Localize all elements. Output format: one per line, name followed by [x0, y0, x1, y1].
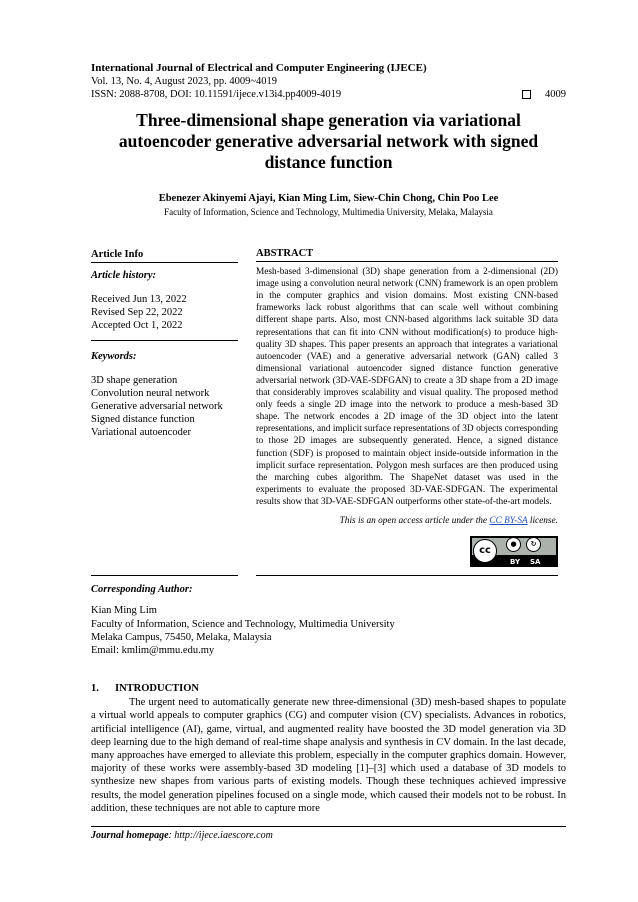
section-number: 1.	[91, 683, 99, 694]
keyword-item: Generative adversarial network	[91, 401, 223, 412]
revised-date: Revised Sep 22, 2022	[91, 307, 183, 318]
license-link[interactable]: CC BY-SA	[489, 515, 528, 526]
paper-title: Three-dimensional shape generation via variational autoencoder generative adversarial network with signed distance function	[118, 110, 539, 172]
square-icon	[522, 90, 531, 99]
received-date: Received Jun 13, 2022	[91, 294, 187, 305]
page-number: 4009	[545, 89, 566, 100]
keyword-item: Variational autoencoder	[91, 427, 191, 438]
volume-line: Vol. 13, No. 4, August 2023, pp. 4009~4019	[91, 76, 278, 87]
corresponding-name: Kian Ming Lim	[91, 605, 157, 617]
journal-homepage-label: Journal homepage	[91, 830, 169, 841]
open-access-notice	[256, 515, 558, 527]
attribution-icon: ●	[506, 537, 521, 552]
divider	[256, 575, 558, 576]
corresponding-author-block	[91, 583, 566, 657]
issn-line: ISSN: 2088-8708, DOI: 10.11591/ijece.v13i4.pp4009-4019	[91, 89, 342, 100]
page-footer	[91, 826, 566, 841]
by-label: BY	[510, 558, 521, 566]
journal-name: International Journal of Electrical and Computer Engineering (IJECE)	[91, 62, 427, 74]
open-access-text-end: license.	[527, 515, 558, 526]
affiliation: Faculty of Information, Science and Technology, Multimedia University, Melaka, Malaysia	[164, 207, 493, 217]
open-access-text: This is an open access article under the	[339, 515, 490, 526]
keyword-item: Signed distance function	[91, 414, 195, 425]
introduction-paragraph: The urgent need to automatically generate new three-dimensional (3D) mesh-based shapes to populate a virtual world appeals to computer graphics (CG) and computer vision (CV) specialists. Advances in robotics, artificial intelligence (AI), game, virtual, and augmented reality have boosted the 3D model generation via 3D deep learning due to the high demand of real-time shape analysis and synthesis in CV domain. In the last decade, many approaches have emerged to alleviate this problem, especially in the computer graphics domain. However, majority of these works were assembly-based 3D modeling [1]–[3] which used a database of 3D models to synthesize new shapes from various parts of existing models. Though these techniques achieved impressive results, the model generation pipelines focused on a single mode, which caused their models not to be robust. In addition, these techniques are not able to capture more	[91, 697, 566, 814]
share-alike-icon: ↻	[526, 537, 541, 552]
keywords-heading: Keywords:	[91, 351, 137, 362]
corresponding-affiliation: Faculty of Information, Science and Technology, Multimedia University	[91, 618, 395, 630]
author-list: Ebenezer Akinyemi Ajayi, Kian Ming Lim, Siew-Chin Chong, Chin Poo Lee	[158, 193, 499, 204]
corresponding-email[interactable]: Email: kmlim@mmu.edu.my	[91, 645, 215, 657]
section-heading	[91, 682, 566, 695]
journal-header	[91, 62, 566, 101]
sa-label: SA	[530, 558, 541, 566]
cc-icon: cc	[473, 539, 497, 563]
introduction-section	[91, 682, 566, 815]
divider	[91, 340, 238, 341]
article-info-heading: Article Info	[91, 248, 238, 263]
abstract-heading: ABSTRACT	[256, 248, 558, 262]
abstract-text: Mesh-based 3-dimensional (3D) shape generation from a 2-dimensional (2D) image using a convolution neural network (CNN) framework is an open problem in the computer graphics and vision domains. Most existing CNN-based frameworks lack robust algorithms that can scale well without combining different shape parts. Also, most CNN-based algorithms lack suitable 3D data representations that can fit into CNN without modification(s) to produce high-quality 3D shapes. This paper presents an approach that integrates a variational autoencoder (VAE) and a generative adversarial network (GAN) called 3 dimensional variational autoencoder signed distance function generative adversarial network (3D-VAE-SDFGAN) to create a 3D shape from a 2D image that considerably improves scalability and visual quality. The proposed method only feeds a single 2D image into the network to produce a mesh-based 3D shape. The network encodes a 2D image of the 3D object into the latent representations, and implicit surface representations of 3D objects corresponding to those 2D images are subsequently generated. Hence, a signed distance function (SDF) is proposed to maintain object inside-outside information in the implicit surface representation. Polygon mesh surfaces are then produced using the marching cubes algorithm. The ShapeNet dataset was used in the experiments to evaluate the proposed 3D-VAE-SDFGAN. The experimental results show that 3D-VAE-SDFGAN outperforms other state-of-the-art models.	[256, 267, 558, 507]
keyword-item: Convolution neural network	[91, 388, 210, 399]
section-title: INTRODUCTION	[115, 683, 200, 694]
journal-homepage-url[interactable]: : http://ijece.iaescore.com	[168, 830, 273, 841]
article-history-heading: Article history:	[91, 270, 157, 281]
cc-by-sa-badge[interactable]	[470, 536, 558, 567]
abstract-column	[256, 248, 558, 527]
keyword-item: 3D shape generation	[91, 375, 178, 386]
corresponding-address: Melaka Campus, 75450, Melaka, Malaysia	[91, 631, 272, 643]
accepted-date: Accepted Oct 1, 2022	[91, 320, 183, 331]
article-info-column	[91, 248, 238, 439]
divider	[91, 575, 238, 576]
corresponding-heading: Corresponding Author:	[91, 584, 193, 595]
